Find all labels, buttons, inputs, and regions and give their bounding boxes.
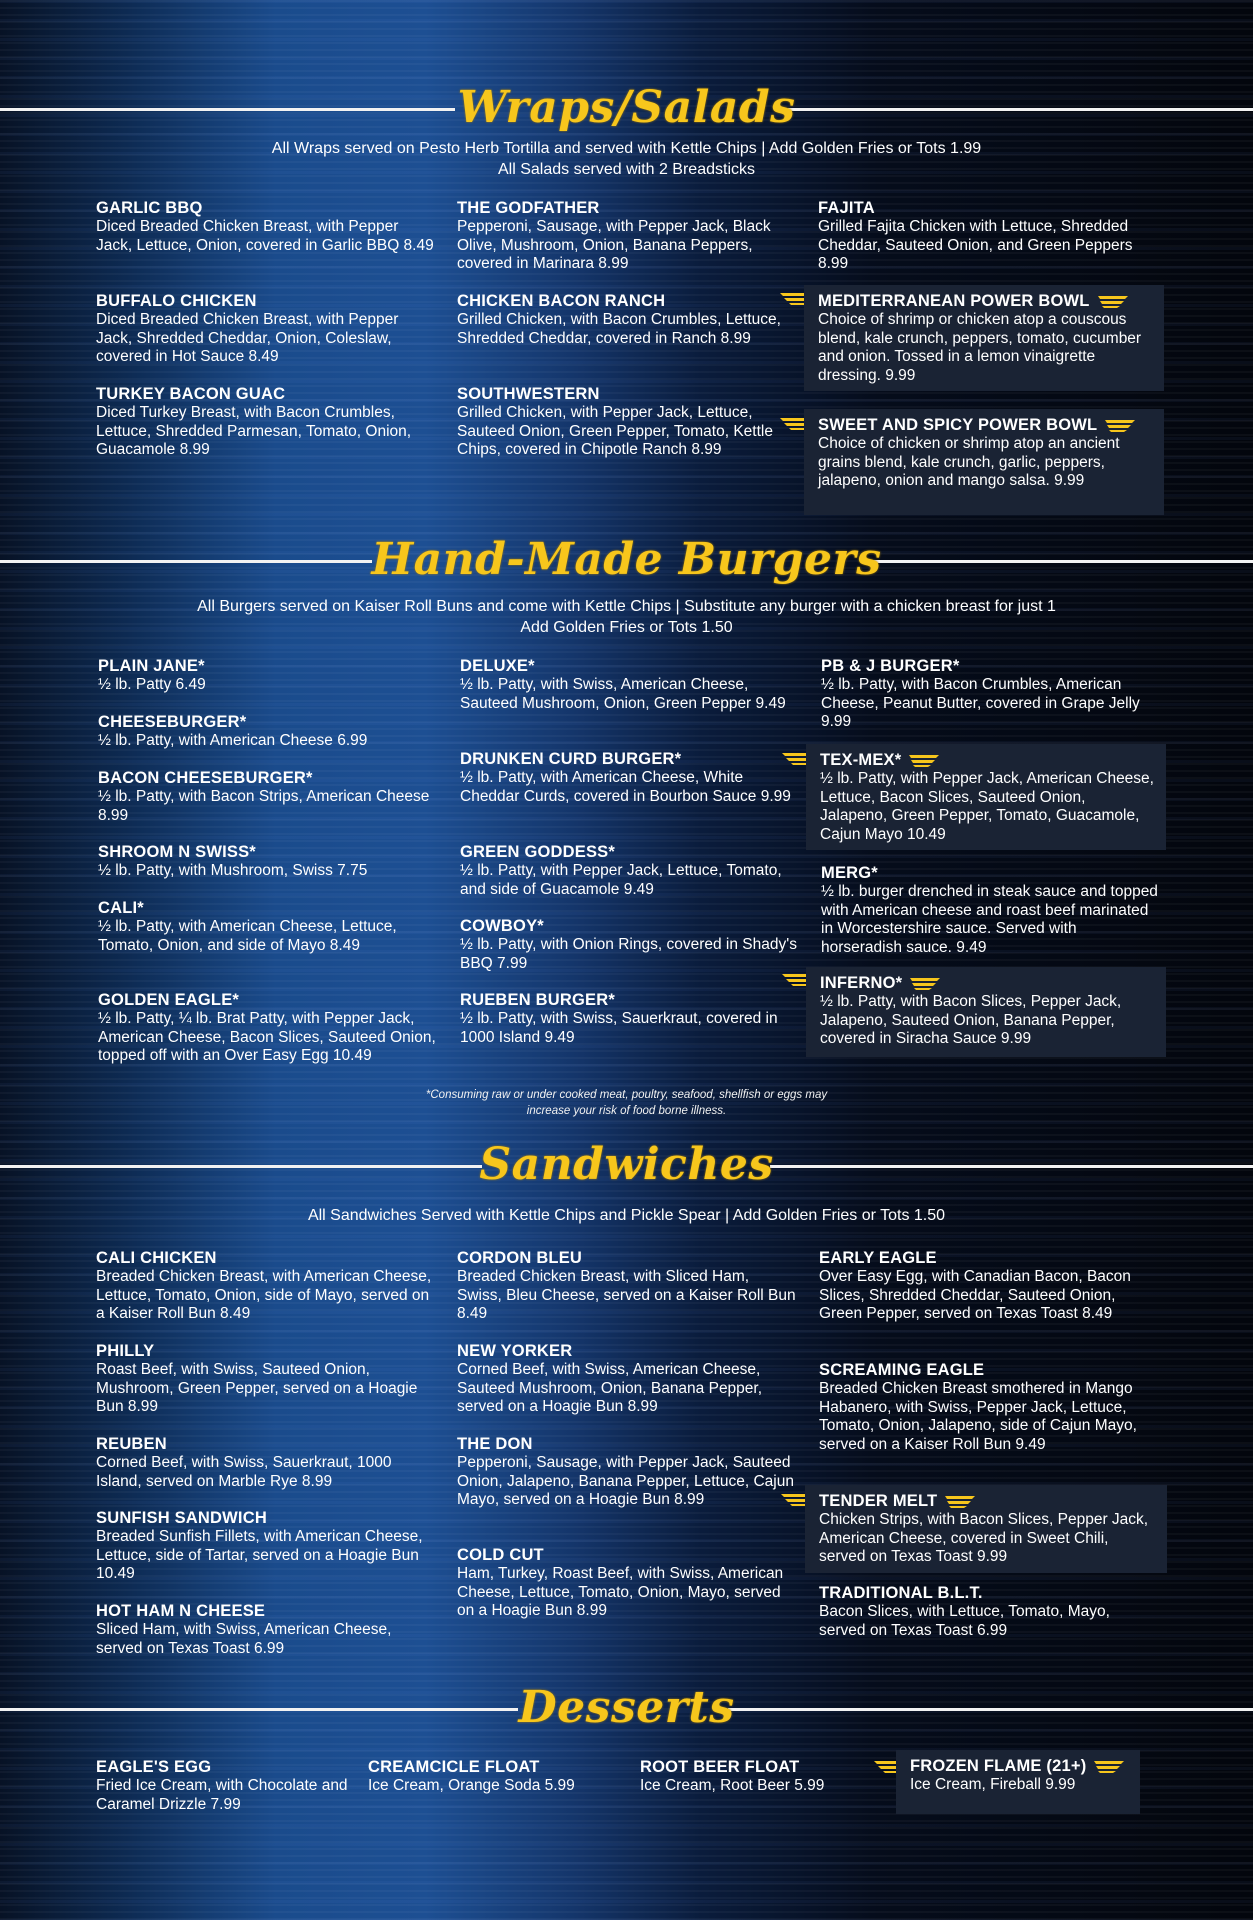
item-name: CALI CHICKEN [96, 1249, 217, 1267]
item-name-text: TENDER MELT [819, 1492, 938, 1510]
item-desc: Ice Cream, Fireball 9.99 [910, 1776, 1076, 1793]
item-name: CORDON BLEU [457, 1249, 583, 1267]
burgers-header [0, 530, 1253, 590]
menu-item [96, 199, 436, 255]
menu-item [96, 1249, 436, 1324]
menu-item [457, 292, 797, 348]
menu-item [640, 1758, 900, 1796]
item-name: THE DON [457, 1435, 533, 1453]
food-warning: *Consuming raw or under cooked meat, poultry, seafood, shellfish or eggs may [425, 1089, 828, 1101]
item-desc: Chicken Strips, with Bacon Slices, Pepper Jack, American Cheese, covered in Sweet Chili, served on Texas Toast 9.99 [819, 1511, 1149, 1565]
item-desc: Bacon Slices, with Lettuce, Tomato, Mayo, served on Texas Toast 6.99 [819, 1603, 1110, 1639]
menu-item [460, 991, 800, 1047]
item-desc: Corned Beef, with Swiss, American Cheese, Sauteed Mushroom, Onion, Banana Pepper, served on a Hoagie Bun 8.99 [457, 1361, 763, 1415]
item-name: CHEESEBURGER* [98, 713, 247, 731]
item-desc: ½ lb. Patty 6.49 [98, 676, 206, 693]
item-name-text: MEDITERRANEAN POWER BOWL [818, 292, 1090, 310]
menu-item [821, 657, 1161, 732]
menu-item [457, 1435, 797, 1510]
item-desc: Ice Cream, Orange Soda 5.99 [368, 1777, 575, 1794]
menu-item [98, 713, 438, 751]
item-desc: Choice of shrimp or chicken atop a couscous blend, kale crunch, peppers, tomato, cucumber and onion. Tossed in a lemon vinaigrette dressing. 9.99 [818, 311, 1142, 384]
menu-item [457, 1342, 797, 1417]
item-name: COLD CUT [457, 1546, 544, 1564]
menu-item [96, 292, 436, 367]
section-title-burgers: Hand-Made Burgers [371, 534, 882, 585]
item-desc: ½ lb. Patty, with Mushroom, Swiss 7.75 [98, 862, 368, 879]
item-desc: ½ lb. Patty, with American Cheese, Lettuce, Tomato, Onion, and side of Mayo 8.49 [98, 918, 397, 954]
item-desc: ½ lb. Patty, with Pepper Jack, Lettuce, Tomato, and side of Guacamole 9.49 [460, 862, 782, 898]
item-desc: ½ lb. burger drenched in steak sauce and topped with American cheese and roast beef marinated in Worcestershire sauce. Served with horseradish sauce. 9.49 [821, 883, 1158, 956]
menu-item [457, 199, 797, 274]
menu-item [819, 1361, 1159, 1454]
menu-item [819, 1249, 1159, 1324]
item-name: EARLY EAGLE [819, 1249, 937, 1267]
item-name: PB & J BURGER* [821, 657, 960, 675]
menu-item [96, 1758, 356, 1814]
wing-right-icon [1105, 419, 1135, 433]
item-desc: ½ lb. Patty, with Bacon Slices, Pepper Jack, Jalapeno, Sauteed Onion, Banana Pepper, covered in Siracha Sauce 9.99 [820, 993, 1122, 1047]
item-name: ROOT BEER FLOAT [640, 1758, 800, 1776]
item-desc: ½ lb. Patty, with Onion Rings, covered in Shady's BBQ 7.99 [460, 936, 797, 972]
burgers-note-fries: Add Golden Fries or Tots 1.50 [520, 619, 733, 636]
menu-item [457, 1546, 797, 1621]
menu-item [460, 843, 800, 899]
menu-item [460, 917, 800, 973]
item-desc: Breaded Sunfish Fillets, with American Cheese, Lettuce, side of Tartar, served on a Hoagie Bun 10.49 [96, 1528, 423, 1582]
menu-item [460, 750, 800, 806]
item-desc: Grilled Fajita Chicken with Lettuce, Shredded Cheddar, Sauteed Onion, and Green Peppers 8.99 [818, 218, 1133, 272]
item-desc: ½ lb. Patty, with Swiss, American Cheese, Sauteed Mushroom, Onion, Green Pepper 9.49 [460, 676, 786, 712]
item-desc: Grilled Chicken, with Bacon Crumbles, Lettuce, Shredded Cheddar, covered in Ranch 8.99 [457, 311, 781, 347]
item-desc: Ice Cream, Root Beer 5.99 [640, 1777, 825, 1794]
featured-item [804, 285, 1164, 391]
wraps-note-salads: All Salads served with 2 Breadsticks [498, 161, 755, 178]
item-desc: Grilled Chicken, with Pepper Jack, Lettuce, Sauteed Onion, Green Pepper, Tomato, Kettle Chips, covered in Chipotle Ranch 8.99 [457, 404, 773, 458]
item-desc: ½ lb. Patty, with Bacon Strips, American Cheese 8.99 [98, 788, 430, 824]
item-name: THE GODFATHER [457, 199, 600, 217]
item-name [820, 751, 1156, 770]
section-title-desserts: Desserts [518, 1682, 735, 1733]
item-desc: Corned Beef, with Swiss, Sauerkraut, 1000 Island, served on Marble Rye 8.99 [96, 1454, 392, 1490]
featured-item [804, 409, 1164, 515]
item-name [818, 416, 1154, 435]
wing-right-icon [910, 977, 940, 991]
wing-right-icon [1098, 295, 1128, 309]
menu-item [96, 1509, 436, 1584]
menu-item [96, 1342, 436, 1417]
featured-item [896, 1750, 1140, 1814]
menu-item [457, 1249, 797, 1324]
item-name: SHROOM N SWISS* [98, 843, 256, 861]
desserts-header [0, 1678, 1253, 1738]
menu-item [460, 657, 800, 713]
item-name: RUEBEN BURGER* [460, 991, 615, 1009]
item-name: BUFFALO CHICKEN [96, 292, 257, 310]
wing-right-icon [945, 1495, 975, 1509]
item-name [819, 1492, 1157, 1511]
item-name: GARLIC BBQ [96, 199, 203, 217]
item-desc: Over Easy Egg, with Canadian Bacon, Bacon Slices, Shredded Cheddar, Sauteed Onion, Green Pepper, served on Texas Toast 8.49 [819, 1268, 1131, 1322]
item-desc: Fried Ice Cream, with Chocolate and Caramel Drizzle 7.99 [96, 1777, 348, 1813]
item-name [820, 974, 1156, 993]
item-name: CHICKEN BACON RANCH [457, 292, 666, 310]
wing-right-icon [909, 754, 939, 768]
featured-item [805, 1485, 1167, 1573]
item-name-text: FROZEN FLAME (21+) [910, 1757, 1087, 1775]
item-desc: ½ lb. Patty, with American Cheese 6.99 [98, 732, 368, 749]
section-title-sandwiches: Sandwiches [479, 1139, 774, 1190]
item-name: SUNFISH SANDWICH [96, 1509, 267, 1527]
item-desc: Sliced Ham, with Swiss, American Cheese, served on Texas Toast 6.99 [96, 1621, 392, 1657]
item-name: MERG* [821, 864, 878, 882]
item-desc: ½ lb. Patty, with Swiss, Sauerkraut, covered in 1000 Island 9.49 [460, 1010, 778, 1046]
item-name-text: INFERNO* [820, 974, 903, 992]
item-name: GREEN GODDESS* [460, 843, 615, 861]
sandwiches-note: All Sandwiches Served with Kettle Chips and Pickle Spear | Add Golden Fries or Tots 1.50 [307, 1207, 946, 1224]
item-name: TURKEY BACON GUAC [96, 385, 286, 403]
menu-item [821, 864, 1161, 957]
item-name [818, 292, 1154, 311]
item-desc: Breaded Chicken Breast, with American Cheese, Lettuce, Tomato, Onion, side of Mayo, served on a Kaiser Roll Bun 8.49 [96, 1268, 432, 1322]
item-name: REUBEN [96, 1435, 167, 1453]
item-name [910, 1757, 1130, 1776]
item-name: SCREAMING EAGLE [819, 1361, 985, 1379]
menu-item [98, 991, 438, 1066]
item-desc: ½ lb. Patty, with Pepper Jack, American Cheese, Lettuce, Bacon Slices, Sauteed Onion, Jalapeno, Green Pepper, Tomato, Guacamole, Cajun Mayo 10.49 [820, 770, 1154, 843]
item-name-text: SWEET AND SPICY POWER BOWL [818, 416, 1098, 434]
item-desc: ½ lb. Patty, ¼ lb. Brat Patty, with Pepper Jack, American Cheese, Bacon Slices, Sauteed Onion, topped off with an Over Easy Egg 10.49 [98, 1010, 436, 1064]
item-desc: Pepperoni, Sausage, with Pepper Jack, Black Olive, Mushroom, Onion, Banana Peppers, covered in Marinara 8.99 [457, 218, 771, 272]
menu-item [98, 899, 438, 955]
menu-item [96, 385, 436, 460]
item-desc: Diced Breaded Chicken Breast, with Pepper Jack, Lettuce, Onion, covered in Garlic BBQ 8.49 [96, 218, 434, 254]
item-name: BACON CHEESEBURGER* [98, 769, 313, 787]
wraps-header [0, 78, 1253, 138]
item-name: CALI* [98, 899, 144, 917]
item-name-text: TEX-MEX* [820, 751, 902, 769]
menu-item [98, 769, 438, 825]
item-name: DELUXE* [460, 657, 535, 675]
section-title-wraps: Wraps/Salads [457, 82, 796, 133]
item-name: PHILLY [96, 1342, 155, 1360]
item-desc: Pepperoni, Sausage, with Pepper Jack, Sauteed Onion, Jalapeno, Banana Pepper, Lettuce, Cajun Mayo, served on a Hoagie Bun 8.99 [457, 1454, 794, 1508]
item-name: CREAMCICLE FLOAT [368, 1758, 540, 1776]
wing-right-icon [1094, 1760, 1124, 1774]
item-desc: ½ lb. Patty, with Bacon Crumbles, American Cheese, Peanut Butter, covered in Grape Jelly 9.99 [821, 676, 1140, 730]
menu-item [819, 1584, 1159, 1640]
item-name: DRUNKEN CURD BURGER* [460, 750, 682, 768]
item-name: TRADITIONAL B.L.T. [819, 1584, 983, 1602]
menu-item [818, 199, 1158, 274]
item-name: PLAIN JANE* [98, 657, 205, 675]
burgers-note: All Burgers served on Kaiser Roll Buns and come with Kettle Chips | Substitute any burger with a chicken breast for just 1 [197, 598, 1056, 615]
item-desc: Roast Beef, with Swiss, Sauteed Onion, Mushroom, Green Pepper, served on a Hoagie Bun 8.99 [96, 1361, 418, 1415]
menu-item [368, 1758, 628, 1796]
item-desc: Diced Turkey Breast, with Bacon Crumbles, Lettuce, Shredded Parmesan, Tomato, Onion, Guacamole 8.99 [96, 404, 412, 458]
featured-item [806, 744, 1166, 850]
wraps-note: All Wraps served on Pesto Herb Tortilla and served with Kettle Chips | Add Golden Fries or Tots 1.99 [271, 140, 982, 157]
item-desc: Ham, Turkey, Roast Beef, with Swiss, American Cheese, Lettuce, Tomato, Onion, Mayo, served on a Hoagie Bun 8.99 [457, 1565, 784, 1619]
item-desc: ½ lb. Patty, with American Cheese, White Cheddar Curds, covered in Bourbon Sauce 9.99 [460, 769, 791, 805]
item-desc: Choice of chicken or shrimp atop an ancient grains blend, kale crunch, garlic, peppers, jalapeno, onion and mango salsa. 9.99 [818, 435, 1120, 489]
item-name: NEW YORKER [457, 1342, 573, 1360]
menu-item [96, 1435, 436, 1491]
featured-item [806, 967, 1166, 1057]
menu-item [98, 657, 438, 695]
menu-item [457, 385, 797, 460]
menu-item [96, 1602, 436, 1658]
menu-item [98, 843, 438, 881]
item-name: FAJITA [818, 199, 875, 217]
item-name: COWBOY* [460, 917, 544, 935]
item-desc: Breaded Chicken Breast smothered in Mango Habanero, with Swiss, Pepper Jack, Lettuce, Tomato, Onion, Jalapeno, side of Cajun Mayo, served on a Kaiser Roll Bun 9.49 [819, 1380, 1137, 1453]
item-name: HOT HAM N CHEESE [96, 1602, 266, 1620]
sandwiches-header [0, 1135, 1253, 1195]
item-name: SOUTHWESTERN [457, 385, 600, 403]
item-name: GOLDEN EAGLE* [98, 991, 240, 1009]
item-desc: Breaded Chicken Breast, with Sliced Ham, Swiss, Bleu Cheese, served on a Kaiser Roll Bun 8.49 [457, 1268, 796, 1322]
item-desc: Diced Breaded Chicken Breast, with Pepper Jack, Shredded Cheddar, Onion, Coleslaw, covered in Hot Sauce 8.49 [96, 311, 399, 365]
item-name: EAGLE'S EGG [96, 1758, 212, 1776]
food-warning-2: increase your risk of food borne illness. [526, 1105, 727, 1117]
